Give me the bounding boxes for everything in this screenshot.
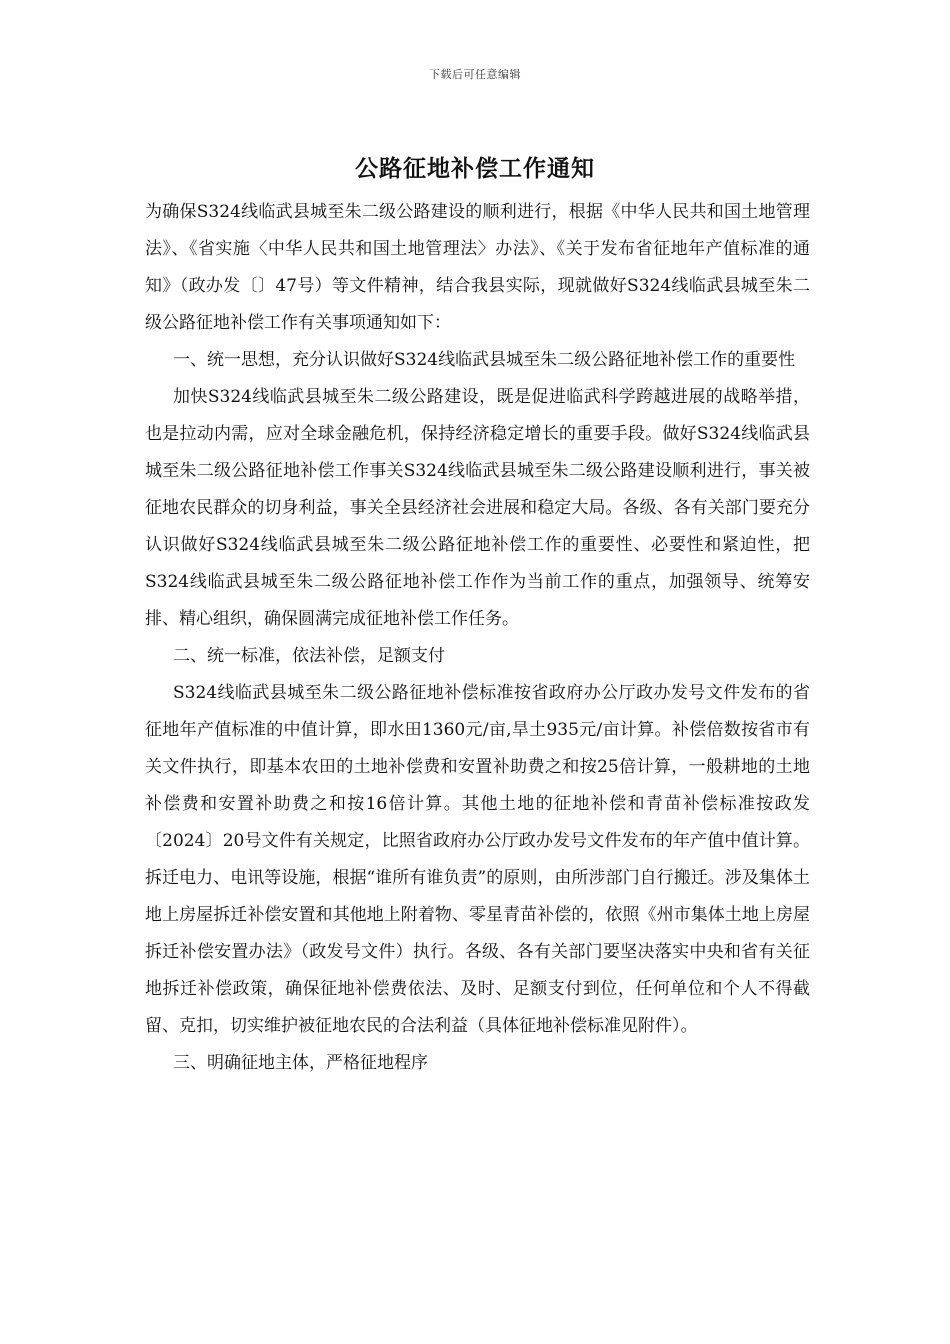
section-heading-2: 二、统一标准，依法补偿，足额支付 (173, 646, 445, 666)
document-body (145, 194, 810, 1082)
section-paragraph-2: S324线临武县城至朱二级公路征地补偿标准按省政府办公厅政办发号文件发布的省征地年产值标准的中值计算，即水田1360元/亩,旱土935元/亩计算。补偿倍数按省市有关文件执行，即基本农田的土地补偿费和安置补助费之和按25倍计算，一般耕地的土地补偿费和安置补助费之和按16倍计算。其他土地的征地补偿和青苗补偿标准按政发〔2024〕20号文件有关规定，比照省政府办公厅政办发号文件发布的年产值中值计算。拆迁电力、电讯等设施，根据“谁所有谁负责”的原则，由所涉部门自行搬迁。涉及集体土地上房屋拆迁补偿安置和其他地上附着物、零星青苗补偿的，依照《州市集体土地上房屋拆迁补偿安置办法》（政发号文件）执行。各级、各有关部门要坚决落实中央和省有关征地拆迁补偿政策，确保征地补偿费依法、及时、足额支付到位，任何单位和个人不得截留、克扣，切实维护被征地农民的合法利益（具体征地补偿标准见附件）。 (145, 683, 810, 1036)
page-header-note: 下载后可任意编辑 (429, 68, 521, 81)
section-heading-3: 三、明确征地主体，严格征地程序 (173, 1053, 428, 1073)
document-title: 公路征地补偿工作通知 (355, 155, 595, 182)
section-paragraph-1: 加快S324线临武县城至朱二级公路建设，既是促进临武科学跨越进展的战略举措，也是拉动内需，应对全球金融危机，保持经济稳定增长的重要手段。做好S324线临武县城至朱二级公路征地补偿工作事关S324线临武县城至朱二级公路建设顺利进行，事关被征地农民群众的切身利益，事关全县经济社会进展和稳定大局。各级、各有关部门要充分认识做好S324线临武县城至朱二级公路征地补偿工作的重要性、必要性和紧迫性，把S324线临武县城至朱二级公路征地补偿工作作为当前工作的重点，加强领导、统筹安排、精心组织，确保圆满完成征地补偿工作任务。 (145, 387, 810, 629)
section-heading-1: 一、统一思想，充分认识做好S324线临武县城至朱二级公路征地补偿工作的重要性 (173, 350, 796, 370)
intro-paragraph: 为确保S324线临武县城至朱二级公路建设的顺利进行，根据《中华人民共和国土地管理法》、《省实施〈中华人民共和国土地管理法〉办法》、《关于发布省征地年产值标准的通知》（政办发〔〕47号）等文件精神，结合我县实际，现就做好S324线临武县城至朱二级公路征地补偿工作有关事项通知如下： (145, 202, 810, 333)
